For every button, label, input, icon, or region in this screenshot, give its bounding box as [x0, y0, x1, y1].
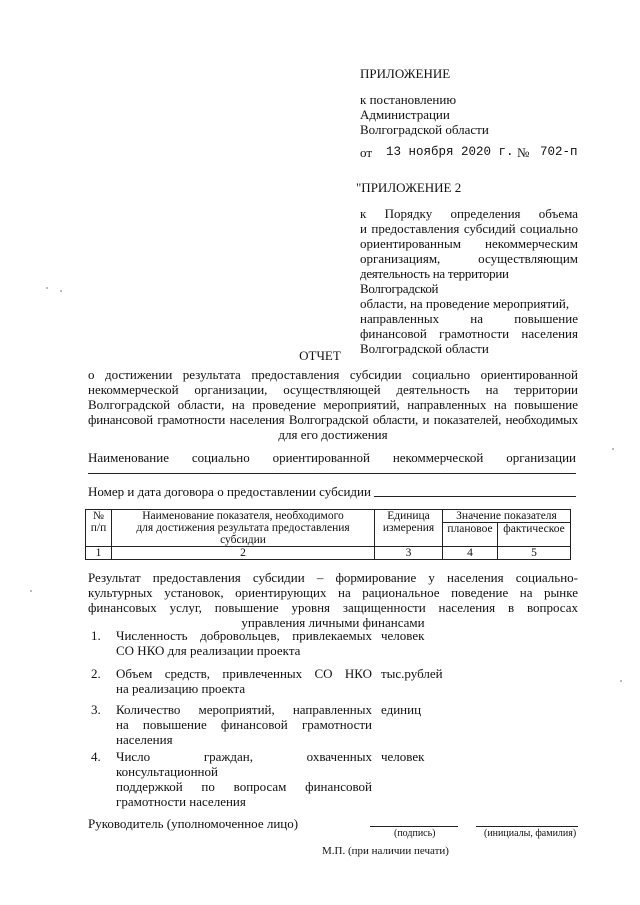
col-planned-header: плановое	[443, 523, 498, 547]
order-line: финансовой грамотности населения	[360, 326, 578, 341]
resolution-ref	[360, 92, 489, 137]
report-title: ОТЧЕТ	[299, 348, 341, 363]
signature-caption: (подпись)	[394, 828, 436, 839]
org-name-field	[88, 473, 576, 474]
indicator-text: Численность добровольцев, привлекаемых СО НКО для реализации проекта	[116, 628, 372, 658]
subtitle-line: некоммерческой организации, осуществляющей деятельность на территории	[88, 382, 578, 397]
result-line: управления личными финансами	[241, 615, 425, 630]
order-line: и предоставления субсидий социально	[360, 221, 578, 236]
col-actual-header: фактическое	[498, 523, 571, 547]
scan-speck	[46, 287, 48, 289]
report-subtitle	[88, 367, 578, 442]
org-name-label: Наименование социально ориентированной некоммерческой организации	[88, 450, 576, 465]
index-cell: 5	[498, 547, 571, 560]
order-line: к Порядку определения объема	[360, 206, 578, 221]
col-value-header: Значение показателя	[443, 510, 571, 523]
resolution-line: Волгоградской области	[360, 122, 489, 137]
index-cell: 3	[375, 547, 443, 560]
head-label: Руководитель (уполномоченное лицо)	[88, 816, 299, 831]
signature-line	[370, 826, 458, 827]
scan-speck	[612, 448, 614, 450]
result-paragraph	[88, 570, 578, 630]
result-line: культурных установок, ориентирующих на рациональное поведение на рынке	[88, 585, 578, 600]
indicator-unit: человек	[381, 628, 425, 643]
result-line: финансовых услуг, повышение уровня защищенности населения в вопросах	[88, 600, 578, 615]
index-cell: 2	[112, 547, 375, 560]
appendix-title: ПРИЛОЖЕНИЕ	[360, 66, 451, 81]
resolution-date: 13 ноября 2020 г.	[386, 145, 514, 159]
number-sign: №	[517, 145, 530, 160]
initials-caption: (инициалы, фамилия)	[484, 828, 577, 839]
indicator-unit: единиц	[381, 702, 422, 717]
scan-speck	[60, 290, 62, 292]
resolution-line: к постановлению	[360, 92, 457, 107]
indicator-number: 4.	[91, 749, 101, 764]
subtitle-line: Волгоградской области, на проведение мероприятий, направленных на повышение	[88, 397, 578, 412]
indicator-number: 3.	[91, 702, 101, 717]
order-line: области, на проведение мероприятий,	[360, 296, 570, 311]
subtitle-line: для его достижения	[278, 427, 388, 442]
order-line: организациям, осуществляющим	[360, 251, 578, 266]
index-cell: 1	[86, 547, 112, 560]
indicator-text: Количество мероприятий, направленных на повышение финансовой грамотности населения	[116, 702, 372, 747]
col-num-header: № п/п	[86, 510, 112, 547]
initials-line	[476, 826, 578, 827]
resolution-number: 702-п	[540, 145, 578, 159]
order-reference	[360, 206, 578, 356]
indicator-unit: человек	[381, 749, 425, 764]
subtitle-line: финансовой грамотности населения Волгоградской области, и показателей, необходимых	[88, 412, 578, 427]
contract-label: Номер и дата договора о предоставлении субсидии	[88, 484, 371, 499]
scan-speck	[620, 680, 622, 682]
indicator-text: Число граждан, охваченных консультационной поддержкой по вопросам финансовой грамотности населения	[116, 749, 372, 809]
stamp-caption: М.П. (при наличии печати)	[322, 845, 449, 857]
order-line: деятельность на территории Волгоградской	[360, 266, 509, 296]
indicator-text: Объем средств, привлеченных СО НКО на реализацию проекта	[116, 666, 372, 696]
resolution-line: Администрации	[360, 107, 450, 122]
indicator-number: 2.	[91, 666, 101, 681]
result-line: Результат предоставления субсидии – формирование у населения социально-	[88, 570, 578, 585]
date-prefix: от	[360, 145, 373, 160]
contract-field	[374, 496, 576, 497]
col-unit-header: Единица измерения	[375, 510, 443, 547]
col-name-header: Наименование показателя, необходимого для достижения результата предоставления субсидии	[112, 510, 375, 547]
order-line: ориентированным некоммерческим	[360, 236, 578, 251]
indicator-number: 1.	[91, 628, 101, 643]
scan-speck	[30, 590, 32, 592]
indicators-table	[85, 509, 571, 560]
subtitle-line: о достижении результата предоставления субсидии социально ориентированной	[88, 367, 578, 382]
index-cell: 4	[443, 547, 498, 560]
appendix2-title: "ПРИЛОЖЕНИЕ 2	[356, 180, 462, 195]
indicator-unit: тыс.рублей	[381, 666, 443, 681]
order-line: направленных на повышение	[360, 311, 578, 326]
order-line: Волгоградской области	[360, 341, 489, 356]
